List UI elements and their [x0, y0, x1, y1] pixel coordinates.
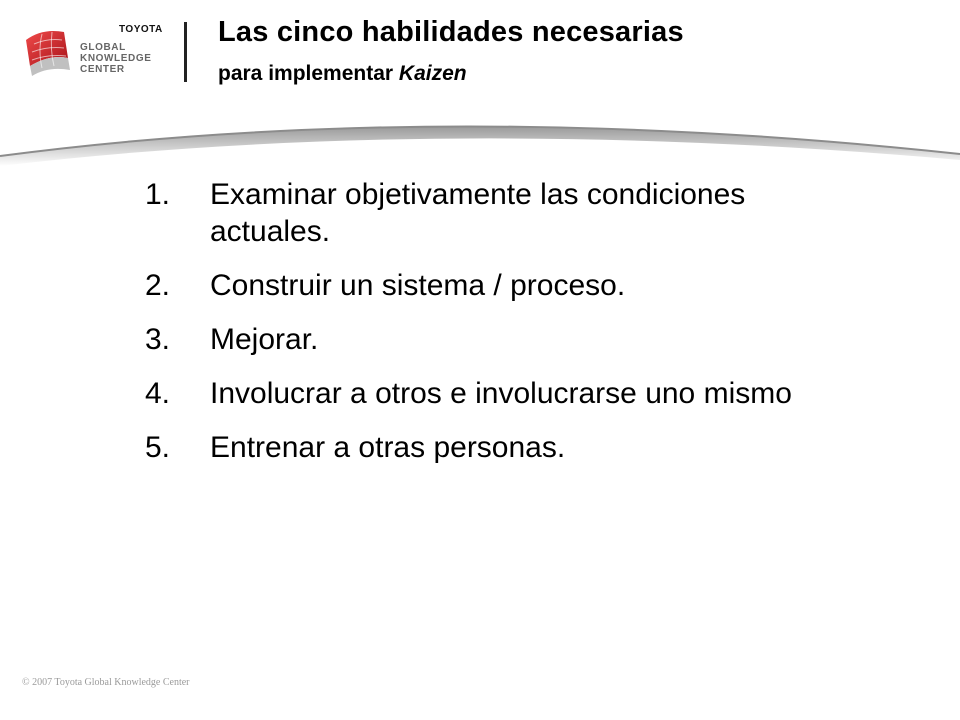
item-text: Mejorar. [210, 323, 319, 356]
item-text: Entrenar a otras personas. [210, 431, 566, 464]
item-number: 3. [145, 323, 171, 356]
item-number: 2. [145, 269, 171, 302]
item-text: Examinar objetivamente las condiciones actuales. [210, 178, 746, 248]
logo-line-3: CENTER [80, 64, 125, 75]
subtitle-text: para implementar [218, 62, 399, 85]
subtitle-emphasis: Kaizen [398, 62, 467, 85]
item-number: 4. [145, 377, 171, 410]
list-item [145, 429, 865, 466]
skills-list [145, 176, 865, 483]
list-item [145, 176, 865, 250]
item-text: Involucrar a otros e involucrarse uno mismo [210, 377, 792, 410]
list-item [145, 267, 865, 304]
item-number: 5. [145, 431, 171, 464]
copyright-footer: © 2007 Toyota Global Knowledge Center [22, 677, 190, 688]
logo-line-2: KNOWLEDGE [80, 53, 152, 64]
globe-icon [20, 18, 80, 88]
item-text: Construir un sistema / proceso. [210, 269, 626, 302]
slide-subtitle [218, 62, 467, 86]
toyota-logo [20, 18, 170, 88]
logo-brand: TOYOTA [119, 24, 163, 35]
item-number: 1. [145, 178, 171, 211]
logo-line-1: GLOBAL [80, 42, 126, 53]
slide-title: Las cinco habilidades necesarias [218, 16, 684, 48]
list-item [145, 375, 865, 412]
header-divider [184, 22, 187, 82]
list-item [145, 321, 865, 358]
header-swoosh [0, 108, 960, 168]
